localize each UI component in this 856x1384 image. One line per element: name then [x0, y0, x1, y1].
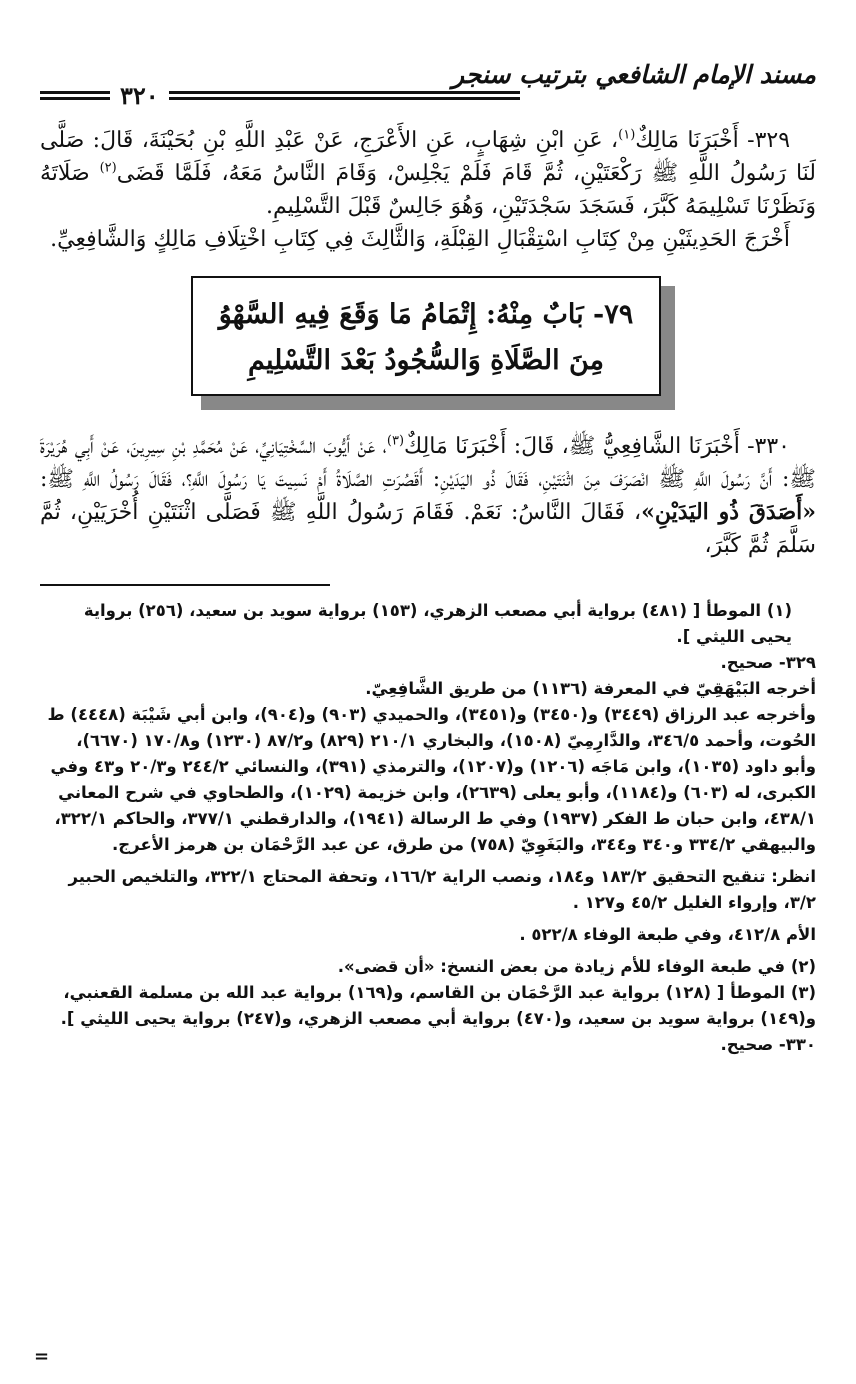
footnote-separator: [40, 584, 330, 586]
footnote-1: (١) الموطأ [ (٤٨١) برواية أبي مصعب الزهري، (١٥٣) برواية سويد بن سعيد، (٢٥٦) برواية يحيى الليثي ].: [83, 601, 792, 646]
footnote-ref-1[interactable]: (١): [618, 127, 636, 143]
hadith-329-grade: ٣٢٩- صحيح.: [720, 653, 816, 672]
main-text: [40, 124, 816, 562]
hadith-329-source-line-2: وأخرجه عبد الرزاق (٣٤٤٩) و(٣٤٥٠) و(٣٤٥١)، والحميدي (٩٠٣) و(٩٠٤)، وابن أبي شَيْبَة (٤٤٤٨) ط الحُوت، وأحمد ٣٤٦/٥، والدَّارِمِيّ (١٥٠٨)، والبخاري ٢١٠/١ (٨٢٩) و٨٧/٢ (١٢٣٠) و١٧٠/٨ (٦٦٧٠)، وأبو داود (١٠٣٥)، وابن مَاجَه (١٢٠٦) و(١٢٠٧)، والترمذي (٣٩١)، والنسائي ٢٤٤/٢ و٢٠/٣ و٤٣ وفي الكبرى، له (٦٠٣) و(١١٨٤)، وأبو يعلى (٢٦٣٩)، وابن خزيمة (١٠٢٩)، والطحاوي في شرح المعاني ٤٣٨/١، وابن حبان ط الفكر (١٩٣٧) وفي ط الرسالة (١٩٤١)، والدارقطني ٣٧٧/١، والحاكم ٣٢٢/١، والبيهقي ٣٣٤/٢ و٣٤٠ و٣٤٤، والبَغَوِيّ (٧٥٨) من طرق، عن عبد الرَّحْمَان بن هرمز الأعرج.: [47, 705, 816, 854]
running-head: [40, 30, 816, 110]
chapter-heading: [191, 276, 665, 400]
continuation-mark: =: [34, 1346, 50, 1367]
hadith-330: ٣٣٠- أَخْبَرَنَا الشَّافِعِيُّ ﷺ، قَالَ: أَخْبَرَنَا مَالِكٌ$^{(٣)}$، عَنْ أَيُّوبَ السَّخْتِيَانِيِّ، عَنْ مُحَمَّدِ بْنِ سِيرِينَ، عَنْ أَبِي هُرَيْرَةَ ﷺ: أَنَّ رَسُولَ اللَّهِ ﷺ انْصَرَفَ مِنَ اثْنَتَيْنِ، فَقَالَ ذُو اليَدَيْنِ: أَقَصُرَتِ الصَّلَاةُ أَمْ نَسِيتَ يَا رَسُولَ اللَّهِ؟، فَقَالَ رَسُولُ اللَّهِ ﷺ: «أَصَدَقَ ذُو اليَدَيْنِ»، فَقَالَ النَّاسُ: نَعَمْ. فَقَامَ رَسُولُ اللَّهِ ﷺ فَصَلَّى اثْنَتَيْنِ أُخْرَيَيْنِ، ثُمَّ سَلَّمَ ثُمَّ كَبَّرَ،: [40, 433, 817, 558]
hadith-329-takhrij: أَخْرَجَ الحَدِيثَيْنِ مِنْ كِتَابِ اسْتِقْبَالِ القِبْلَةِ، وَالثَّالِثَ فِي كِتَابِ اخْتِلَافِ مَالِكٍ وَالشَّافِعِيِّ.: [50, 227, 790, 252]
footnote-2: (٢) في طبعة الوفاء للأم زيادة من بعض النسخ: «أن قضى».: [337, 957, 816, 976]
footnotes: [40, 598, 816, 1058]
hadith-330-quote: «أَصَدَقَ ذُو اليَدَيْنِ»: [641, 499, 816, 525]
footnote-ref-3[interactable]: (٣): [386, 433, 405, 449]
header-rule-left: [40, 91, 110, 100]
chapter-title-line-1: ٧٩- بَابٌ مِنْهُ: إِتْمَامُ مَا وَقَعَ فِيهِ السَّهْوُ: [218, 299, 634, 330]
chapter-title-line-2: مِنَ الصَّلَاةِ وَالسُّجُودُ بَعْدَ التَّسْلِيمِ: [248, 345, 604, 376]
page-number: ٣٢٠: [120, 80, 159, 110]
hadith-330-grade: ٣٣٠- صحيح.: [720, 1035, 816, 1054]
header-rule-right: [169, 91, 520, 100]
book-title: مسند الإمام الشافعي بترتيب سنجر: [452, 60, 816, 89]
hadith-329: ٣٢٩- أَخْبَرَنَا مَالِكٌ$^{(١)}$، عَنِ ابْنِ شِهَابٍ، عَنِ الأَعْرَجِ، عَنْ عَبْدِ اللَّهِ بْنِ بُحَيْنَةَ، قَالَ: صَلَّى لَنَا رَسُولُ اللَّهِ ﷺ رَكْعَتَيْنِ، ثُمَّ قَامَ فَلَمْ يَجْلِسْ، وَقَامَ النَّاسُ مَعَهُ، فَلَمَّا قَضَى$^{(٢)}$ صَلَاتَهُ وَنَظَرْنَا تَسْلِيمَهُ كَبَّرَ، فَسَجَدَ سَجْدَتَيْنِ، وَهُوَ جَالِسٌ قَبْلَ التَّسْلِيمِ.: [40, 127, 816, 219]
footnote-ref-2[interactable]: (٢): [99, 160, 117, 176]
footnote-3: (٣) الموطأ [ (١٢٨) برواية عبد الرَّحْمَان بن القاسم، و(١٦٩) برواية عبد الله بن مسلمة القعنبي، و(١٤٩) برواية سويد بن سعيد، و(٤٧٠) برواية أبي مصعب الزهري، و(٢٤٧) برواية يحيى الليثي ].: [60, 983, 816, 1028]
chapter-box: [191, 276, 661, 396]
page-number-row: [40, 82, 520, 108]
hadith-329-source-line-4: الأم ٤١٢/٨، وفي طبعة الوفاء ٥٢٢/٨ .: [519, 925, 816, 944]
hadith-329-source-line-1: أخرجه البَيْهَقِيّ في المعرفة (١١٣٦) من طريق الشَّافِعِيّ.: [365, 679, 816, 698]
document-page: [40, 30, 816, 1058]
hadith-329-source-line-3: انظر: تنقيح التحقيق ١٨٣/٢ و١٨٤، ونصب الراية ١٦٦/٢، وتحفة المحتاج ٣٢٢/١، والتلخيص الحبير ٣/٢، وإرواء الغليل ٤٥/٢ و١٢٧ .: [68, 867, 816, 912]
